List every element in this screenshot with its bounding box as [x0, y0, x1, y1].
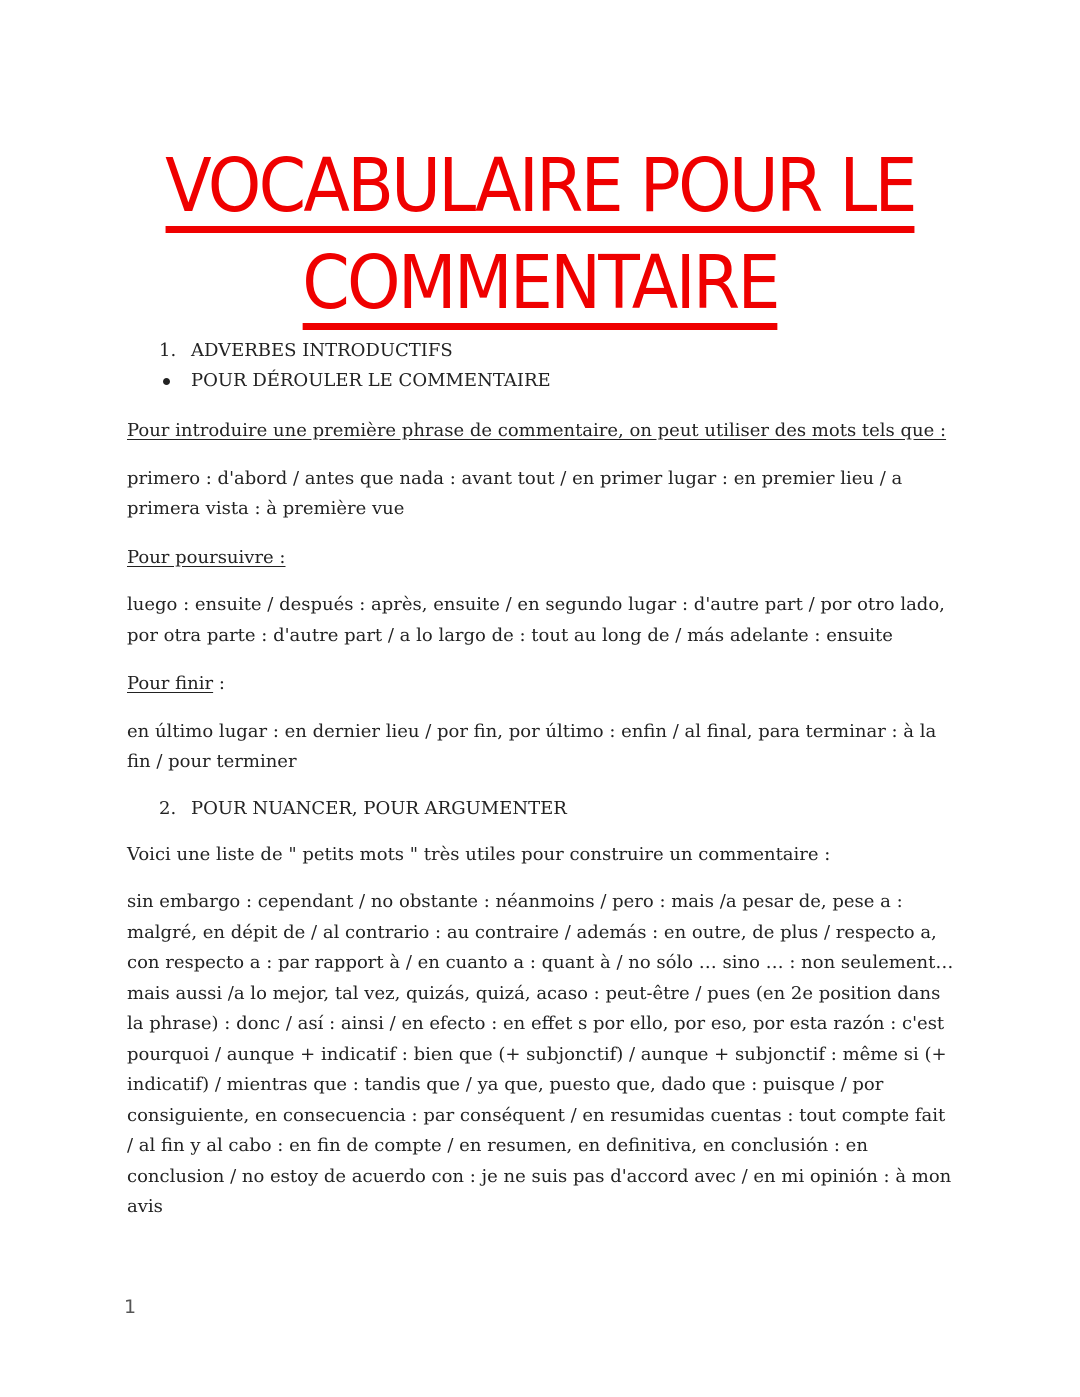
title-line-2: COMMENTAIRE	[302, 243, 777, 330]
finish-heading-line	[127, 669, 957, 700]
section-label: POUR NUANCER, POUR ARGUMENTER	[191, 797, 567, 819]
finish-heading-colon: :	[213, 673, 225, 694]
document-body	[127, 336, 957, 1223]
continue-paragraph: luego : ensuite / después : après, ensuite / en segundo lugar : d'autre part / por otro lado, por otra parte : d'autre part / a lo largo de : tout au long de / más adelante : ensuite	[127, 594, 945, 646]
numbered-item-1	[127, 336, 957, 366]
finish-heading: Pour finir	[127, 673, 214, 694]
list-intro: Voici une liste de " petits mots " très utiles pour construire un commentaire :	[127, 843, 831, 865]
bullet-icon	[163, 378, 170, 385]
page-title	[43, 140, 1037, 334]
continue-heading: Pour poursuivre :	[127, 546, 286, 568]
bullet-item	[127, 366, 957, 396]
list-number: 1.	[159, 340, 177, 361]
vocabulary-list: sin embargo : cependant / no obstante : néanmoins / pero : mais /a pesar de, pese a : malgré, en dépit de / al contrario : au contraire / además : en outre, de plus / respecto a, con respecto a : par rapport à / en cuanto a : quant à / no sólo … sino … : non seulement… mais aussi /a lo mejor, tal vez, quizás, quizá, acaso : peut-être / pues (en 2e position dans la phrase) : donc / así : ainsi / en efecto : en effet s por ello, por eso, por esta razón : c'est pourquoi / aunque + indicatif : bien que (+ subjonctif) / aunque + subjonctif : même si (+ indicatif) / mientras que : tandis que / ya que, puesto que, dado que : puisque / por consiguiente, en consecuencia : par conséquent / en resumidas cuentas : tout compte fait / al fin y al cabo : en fin de compte / en resumen, en definitiva, en conclusión : en conclusion / no estoy de acuerdo con : je ne suis pas d'accord avec / en mi opinión : à mon avis	[127, 891, 954, 1217]
page-number: 1	[124, 1296, 137, 1318]
intro-heading: Pour introduire une première phrase de commentaire, on peut utiliser des mots tels que :	[127, 420, 947, 441]
title-line-1: VOCABULAIRE POUR LE	[165, 146, 915, 233]
list-number: 2.	[159, 797, 177, 819]
bullet-label: POUR DÉROULER LE COMMENTAIRE	[191, 370, 551, 391]
intro-paragraph: primero : d'abord / antes que nada : avant tout / en primer lugar : en premier lieu / a primera vista : à première vue	[127, 467, 903, 519]
section-label: ADVERBES INTRODUCTIFS	[191, 340, 453, 361]
finish-paragraph: en último lugar : en dernier lieu / por fin, por último : enfin / al final, para terminar : à la fin / pour terminer	[127, 720, 937, 772]
numbered-item-2	[127, 794, 957, 824]
